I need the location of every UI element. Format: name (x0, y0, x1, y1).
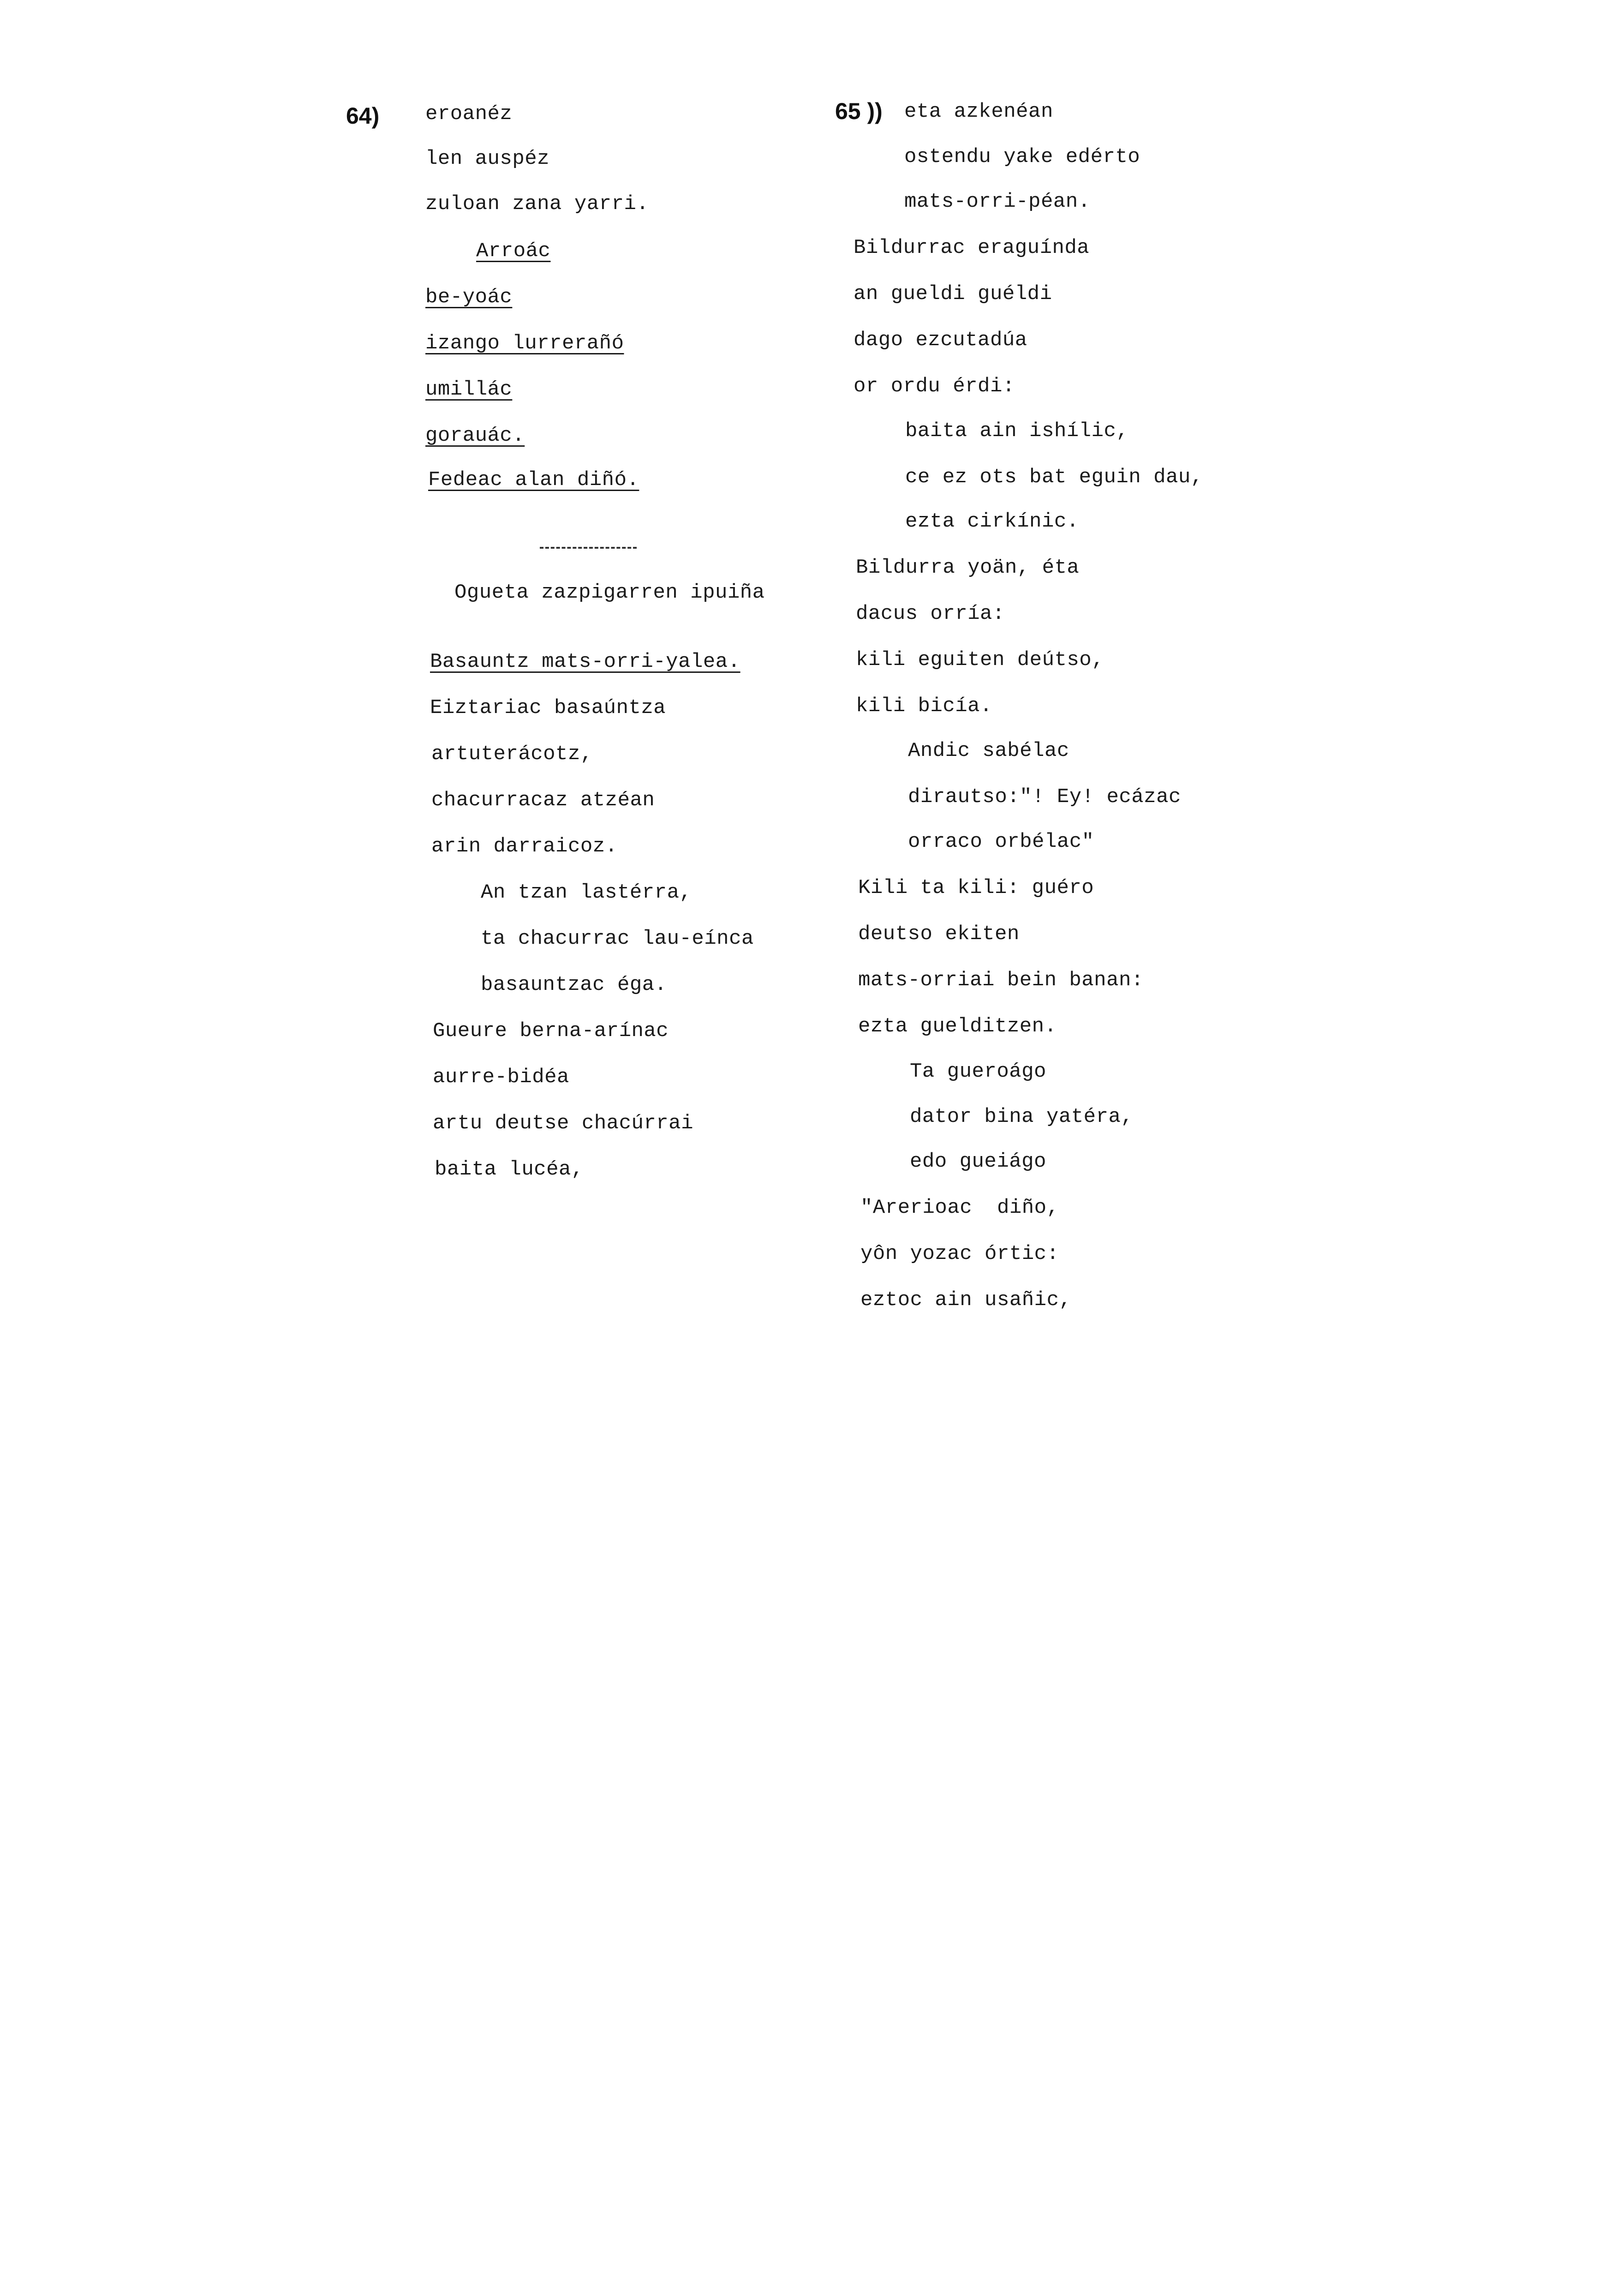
verse-line: yôn yozac órtic: (860, 1242, 1059, 1265)
verse-line: eroanéz (425, 102, 513, 126)
verse-line: ostendu yake edérto (904, 145, 1140, 168)
verse-line: Kili ta kili: guéro (858, 876, 1094, 899)
verse-line: An tzan lastérra, (481, 881, 692, 904)
verse-line: kili bicía. (856, 695, 992, 718)
verse-line: Ta gueroágo (910, 1060, 1046, 1083)
page-number-right: 65 )) (835, 98, 883, 124)
verse-line-underlined: Arroác (476, 240, 551, 263)
verse-line: Bildurrac eraguínda (854, 236, 1090, 259)
verse-line-underlined: Fedeac alan diñó. (428, 468, 639, 491)
verse-line: len auspéz (425, 147, 550, 170)
fable-title: Basauntz mats-orri-yalea. (430, 650, 740, 673)
verse-line: mats-orri-péan. (904, 190, 1091, 213)
verse-line: arin darraicoz. (431, 835, 618, 858)
verse-line: dago ezcutadúa (854, 329, 1027, 352)
verse-line: mats-orriai bein banan: (858, 969, 1144, 992)
verse-line: eztoc ain usañic, (860, 1288, 1072, 1312)
verse-line: ezta cirkínic. (905, 510, 1079, 533)
verse-line: ta chacurrac lau-eínca (481, 927, 754, 950)
verse-line: or ordu érdi: (854, 375, 1015, 398)
verse-line: artu deutse chacúrrai (433, 1112, 693, 1135)
verse-line: dacus orría: (856, 602, 1005, 625)
verse-line: artuterácotz, (431, 743, 593, 766)
verse-line: an gueldi guéldi (854, 282, 1052, 306)
verse-line: ezta guelditzen. (858, 1015, 1057, 1038)
verse-line: basauntzac éga. (481, 973, 667, 996)
verse-line: aurre-bidéa (433, 1066, 569, 1089)
verse-line: orraco orbélac" (908, 830, 1094, 853)
verse-line: baita ain ishílic, (905, 419, 1129, 443)
verse-line: Andic sabélac (908, 739, 1069, 762)
verse-line: eta azkenéan (904, 100, 1053, 123)
verse-line-underlined: gorauác. (425, 424, 525, 447)
verse-line: dator bina yatéra, (910, 1105, 1134, 1128)
section-heading: Ogueta zazpigarren ipuiña (454, 581, 765, 604)
verse-line: "Arerioac diño, (860, 1196, 1059, 1219)
verse-line: edo gueiágo (910, 1150, 1046, 1173)
verse-line-underlined: izango lurrerañó (425, 332, 624, 355)
verse-line: Gueure berna-arínac (433, 1019, 669, 1043)
section-divider (540, 547, 637, 549)
verse-line: Eiztariac basaúntza (430, 696, 666, 719)
verse-line: dirautso:"! Ey! ecázac (908, 785, 1181, 809)
verse-line: kili eguiten deútso, (856, 648, 1105, 671)
verse-line: Bildurra yoän, éta (856, 556, 1080, 579)
verse-line-underlined: umillác (425, 378, 513, 401)
verse-line: ce ez ots bat eguin dau, (905, 466, 1203, 489)
page-number-left: 64) (346, 103, 380, 129)
verse-line: chacurracaz atzéan (431, 789, 655, 812)
verse-line: deutso ekiten (858, 923, 1020, 946)
verse-line: baita lucéa, (435, 1158, 584, 1181)
verse-line: zuloan zana yarri. (425, 192, 649, 216)
verse-line-underlined: be-yoác (425, 286, 513, 309)
